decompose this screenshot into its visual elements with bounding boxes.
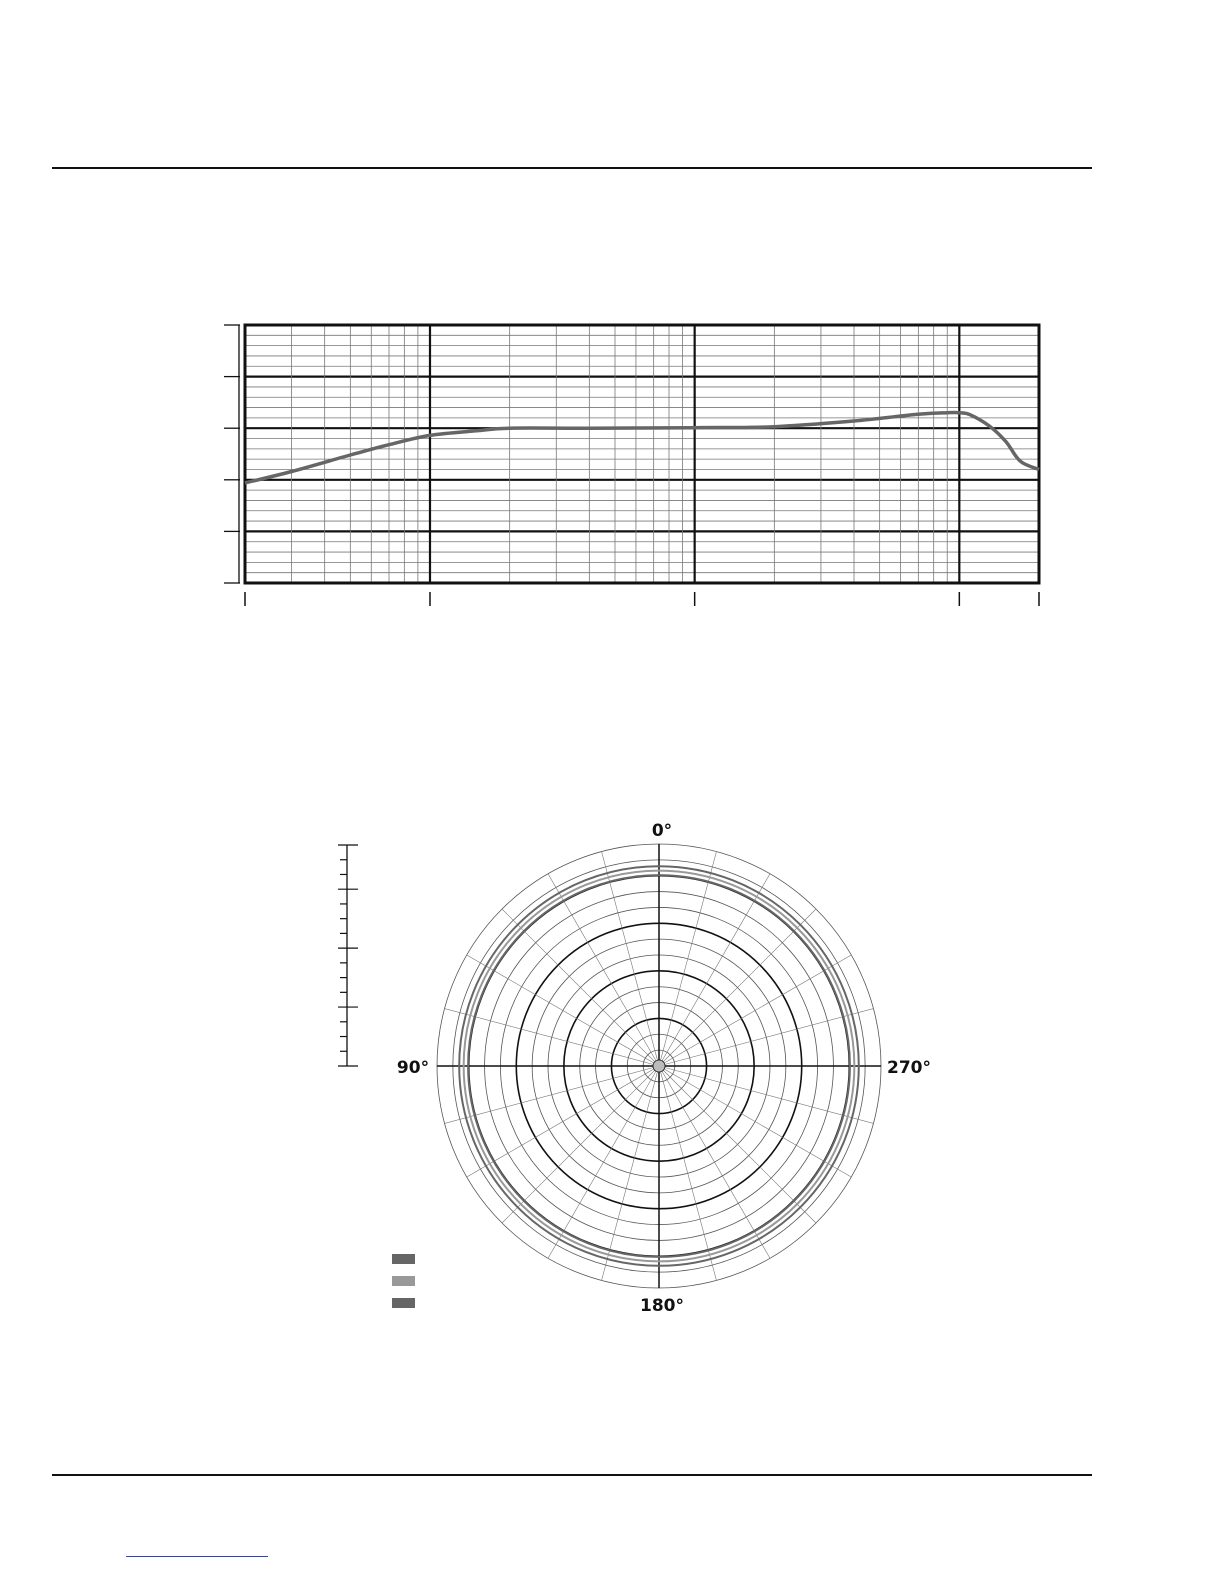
polar-spoke bbox=[548, 874, 659, 1066]
legend-swatch-1 bbox=[392, 1254, 415, 1264]
footer-link-underline[interactable] bbox=[126, 1556, 268, 1557]
legend-swatch-2 bbox=[392, 1276, 415, 1286]
polar-grid bbox=[437, 844, 881, 1288]
polar-spoke bbox=[602, 852, 659, 1066]
polar-spoke bbox=[467, 1066, 659, 1177]
angle-label-0: 0° bbox=[651, 821, 673, 841]
polar-spoke bbox=[659, 1009, 873, 1066]
polar-scale-bar bbox=[338, 845, 358, 1066]
polar-spoke bbox=[502, 1066, 659, 1223]
polar-spoke bbox=[659, 1066, 716, 1280]
footer-rule bbox=[52, 1474, 1092, 1476]
polar-spoke bbox=[659, 1066, 770, 1258]
polar-spoke bbox=[502, 909, 659, 1066]
polar-center bbox=[653, 1060, 665, 1072]
polar-spoke bbox=[659, 1066, 816, 1223]
polar-spoke bbox=[659, 909, 816, 1066]
polar-spoke bbox=[659, 1066, 851, 1177]
polar-spoke bbox=[548, 1066, 659, 1258]
legend-swatch-3 bbox=[392, 1298, 415, 1308]
angle-label-270: 270° bbox=[887, 1058, 931, 1078]
polar-legend bbox=[392, 1254, 415, 1308]
polar-spoke bbox=[602, 1066, 659, 1280]
polar-spoke bbox=[659, 852, 716, 1066]
angle-label-90: 90° bbox=[396, 1058, 430, 1078]
polar-spoke bbox=[467, 955, 659, 1066]
polar-spoke bbox=[445, 1009, 659, 1066]
polar-spoke bbox=[659, 955, 851, 1066]
angle-label-180: 180° bbox=[640, 1296, 684, 1316]
polar-spoke bbox=[445, 1066, 659, 1123]
polar-spoke bbox=[659, 874, 770, 1066]
polar-spoke bbox=[659, 1066, 873, 1123]
